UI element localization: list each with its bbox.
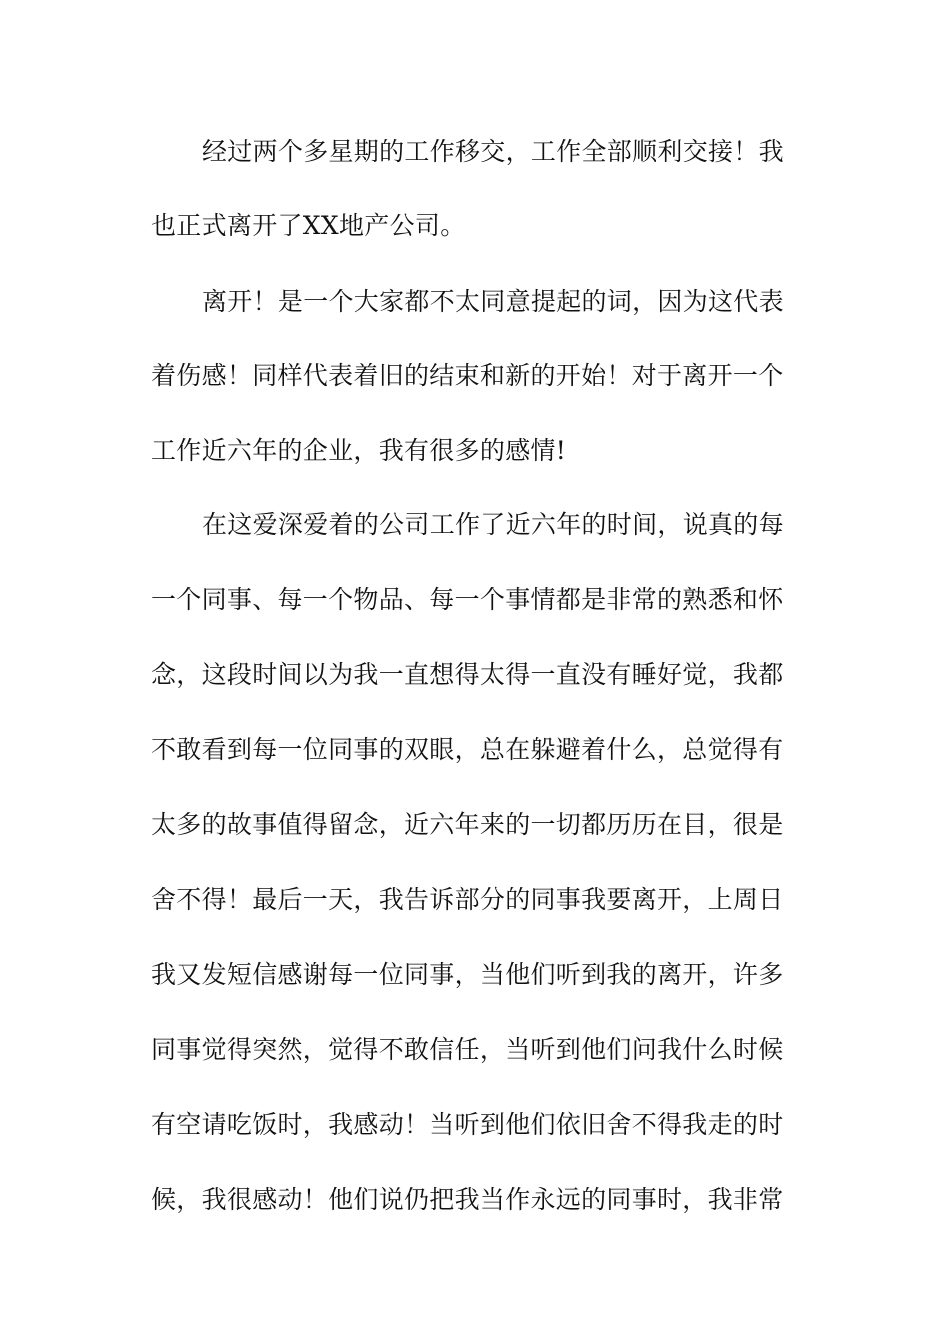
- paragraph-3-line-6: 舍不得！最后一天，我告诉部分的同事我要离开，上周日: [151, 885, 784, 914]
- paragraph-3-line-4: 不敢看到每一位同事的双眼，总在躲避着什么，总觉得有: [151, 735, 784, 764]
- paragraph-3-line-8: 同事觉得突然，觉得不敢信任，当听到他们问我什么时候: [151, 1035, 784, 1064]
- paragraph-3-line-10: 候，我很感动！他们说仍把我当作永远的同事时，我非常: [151, 1185, 784, 1214]
- paragraph-3-line-9: 有空请吃饭时，我感动！当听到他们依旧舍不得我走的时: [151, 1110, 784, 1139]
- paragraph-2-line-3: 工作近六年的企业，我有很多的感情!: [151, 436, 567, 465]
- paragraph-3-line-2: 一个同事、每一个物品、每一个事情都是非常的熟悉和怀: [151, 585, 784, 614]
- paragraph-3-line-7: 我又发短信感谢每一位同事，当他们听到我的离开，许多: [151, 960, 784, 989]
- paragraph-3-line-1: 在这爱深爱着的公司工作了近六年的时间，说真的每: [202, 510, 784, 539]
- paragraph-1-line-1: 经过两个多星期的工作移交，工作全部顺利交接！我: [202, 137, 784, 166]
- paragraph-3-line-3: 念，这段时间以为我一直想得太得一直没有睡好觉，我都: [151, 660, 784, 689]
- paragraph-3-line-5: 太多的故事值得留念，近六年来的一切都历历在目，很是: [151, 810, 784, 839]
- paragraph-1-line-2: 也正式离开了XX地产公司。: [151, 211, 466, 240]
- paragraph-2-line-1: 离开！是一个大家都不太同意提起的词，因为这代表: [202, 287, 784, 316]
- paragraph-2-line-2: 着伤感！同样代表着旧的结束和新的开始！对于离开一个: [151, 361, 784, 390]
